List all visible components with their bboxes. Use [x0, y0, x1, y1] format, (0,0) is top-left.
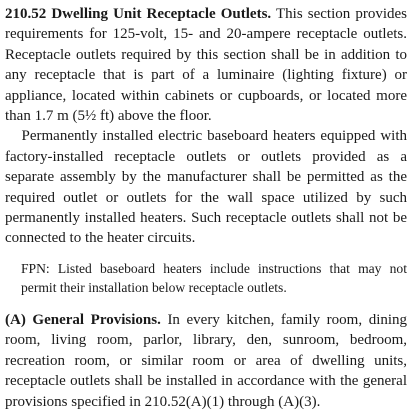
- fine-print-note: FPN: Listed baseboard heaters include instructions that may not permit their installation below receptacle outlets.: [21, 260, 407, 295]
- subsection-text: In every kitchen, family room, dining room, living room, parlor, library, den, sunroom, bedroom, recreation room, or similar room or area of dwelling units, receptacle outlets shall be installed in accordance with the general provisions specified in 210.52(A)(1) through (A)(3).: [5, 311, 408, 410]
- section-heading: 210.52 Dwelling Unit Receptacle Outlets.: [5, 6, 272, 22]
- subsection-heading: (A) General Provisions.: [5, 311, 161, 328]
- section-210-52-paragraph: [5, 4, 407, 126]
- section-intro-text: This section provides requirements for 125-volt, 15- and 20-ampere receptacle outlets. Receptacle outlets required by this section shall be in addition to any receptacle that is part of a luminaire (lighting fixture) or appliance, located within cabinets or cupboards, or located more than 1.7 m (5½ ft) above the floor.: [5, 6, 407, 125]
- document-page: [5, 4, 407, 412]
- general-provisions-paragraph: [5, 310, 407, 412]
- baseboard-heaters-paragraph: Permanently installed electric baseboard heaters equipped with factory-installed receptacle outlets or outlets provided as a separate assembly by the manufacturer shall be permitted as the required outlet or outlets for the wall space utilized by such permanently installed heaters. Such receptacle outlets shall not be connected to the heater circuits.: [5, 128, 407, 247]
